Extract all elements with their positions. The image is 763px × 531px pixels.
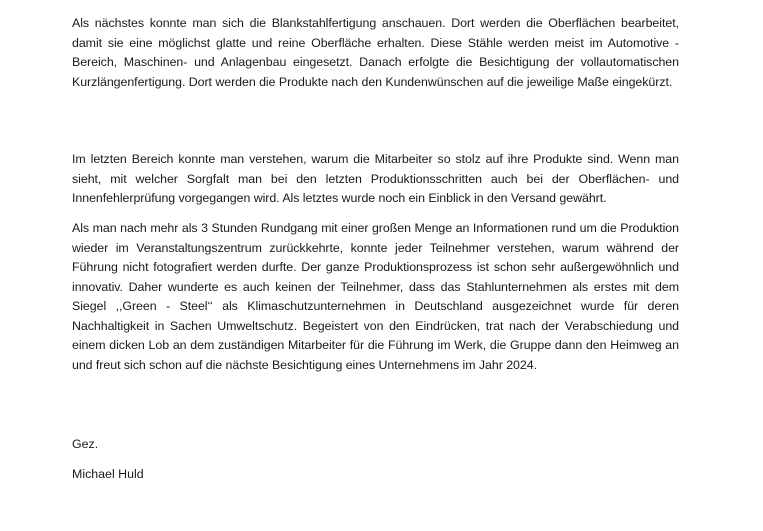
paragraph-blankstahl: Als nächstes konnte man sich die Blankstahlfertigung anschauen. Dort werden die Oberflächen bearbeitet, damit sie eine möglichst glatte und reine Oberfläche erhalten. Diese Stähle werden meist im Automotive - Bereich, Maschinen- und Anlagenbau eingesetzt. Danach erfolgte die Besichtigung der vollautomatischen Kurzlängenfertigung. Dort werden die Produkte nach den Kundenwünschen auf die jeweilige Maße eingekürzt. — [72, 16, 679, 89]
paragraph-abschluss: Als man nach mehr als 3 Stunden Rundgang mit einer großen Menge an Informationen rund um die Produktion wieder im Veranstaltungszentrum zurückkehrte, konnte jeder Teilnehmer verstehen, warum während der Führung nicht fotografiert werden durfte. Der ganze Produktionsprozess ist schon sehr außergewöhnlich und innovativ. Daher wunderte es auch keinen der Teilnehmer, dass das Stahlunternehmen als erstes mit dem Siegel ,,Green - Steel‘‘ als Klimaschutzunternehmen in Deutschland ausgezeichnet wurde für deren Nachhaltigkeit in Sachen Umweltschutz. Begeistert von den Eindrücken, trat nach der Verabschiedung und einem dicken Lob an dem zuständigen Mitarbeiter für die Führung im Werk, die Gruppe dann den Heimweg an und freut sich schon auf die nächste Besichtigung eines Unternehmens im Jahr 2024. — [72, 221, 679, 372]
paragraph-letzter-bereich: Im letzten Bereich konnte man verstehen, warum die Mitarbeiter so stolz auf ihre Produkte sind. Wenn man sieht, mit welcher Sorgfalt man bei den letzten Produktionsschritten auch bei der Oberflächen- und Innenfehlerprüfung vorgegangen wird. Als letztes wurde noch ein Einblick in den Versand gewährt. — [72, 152, 679, 205]
closing-text: Gez. — [72, 437, 99, 451]
author-name: Michael Huld — [72, 467, 144, 481]
